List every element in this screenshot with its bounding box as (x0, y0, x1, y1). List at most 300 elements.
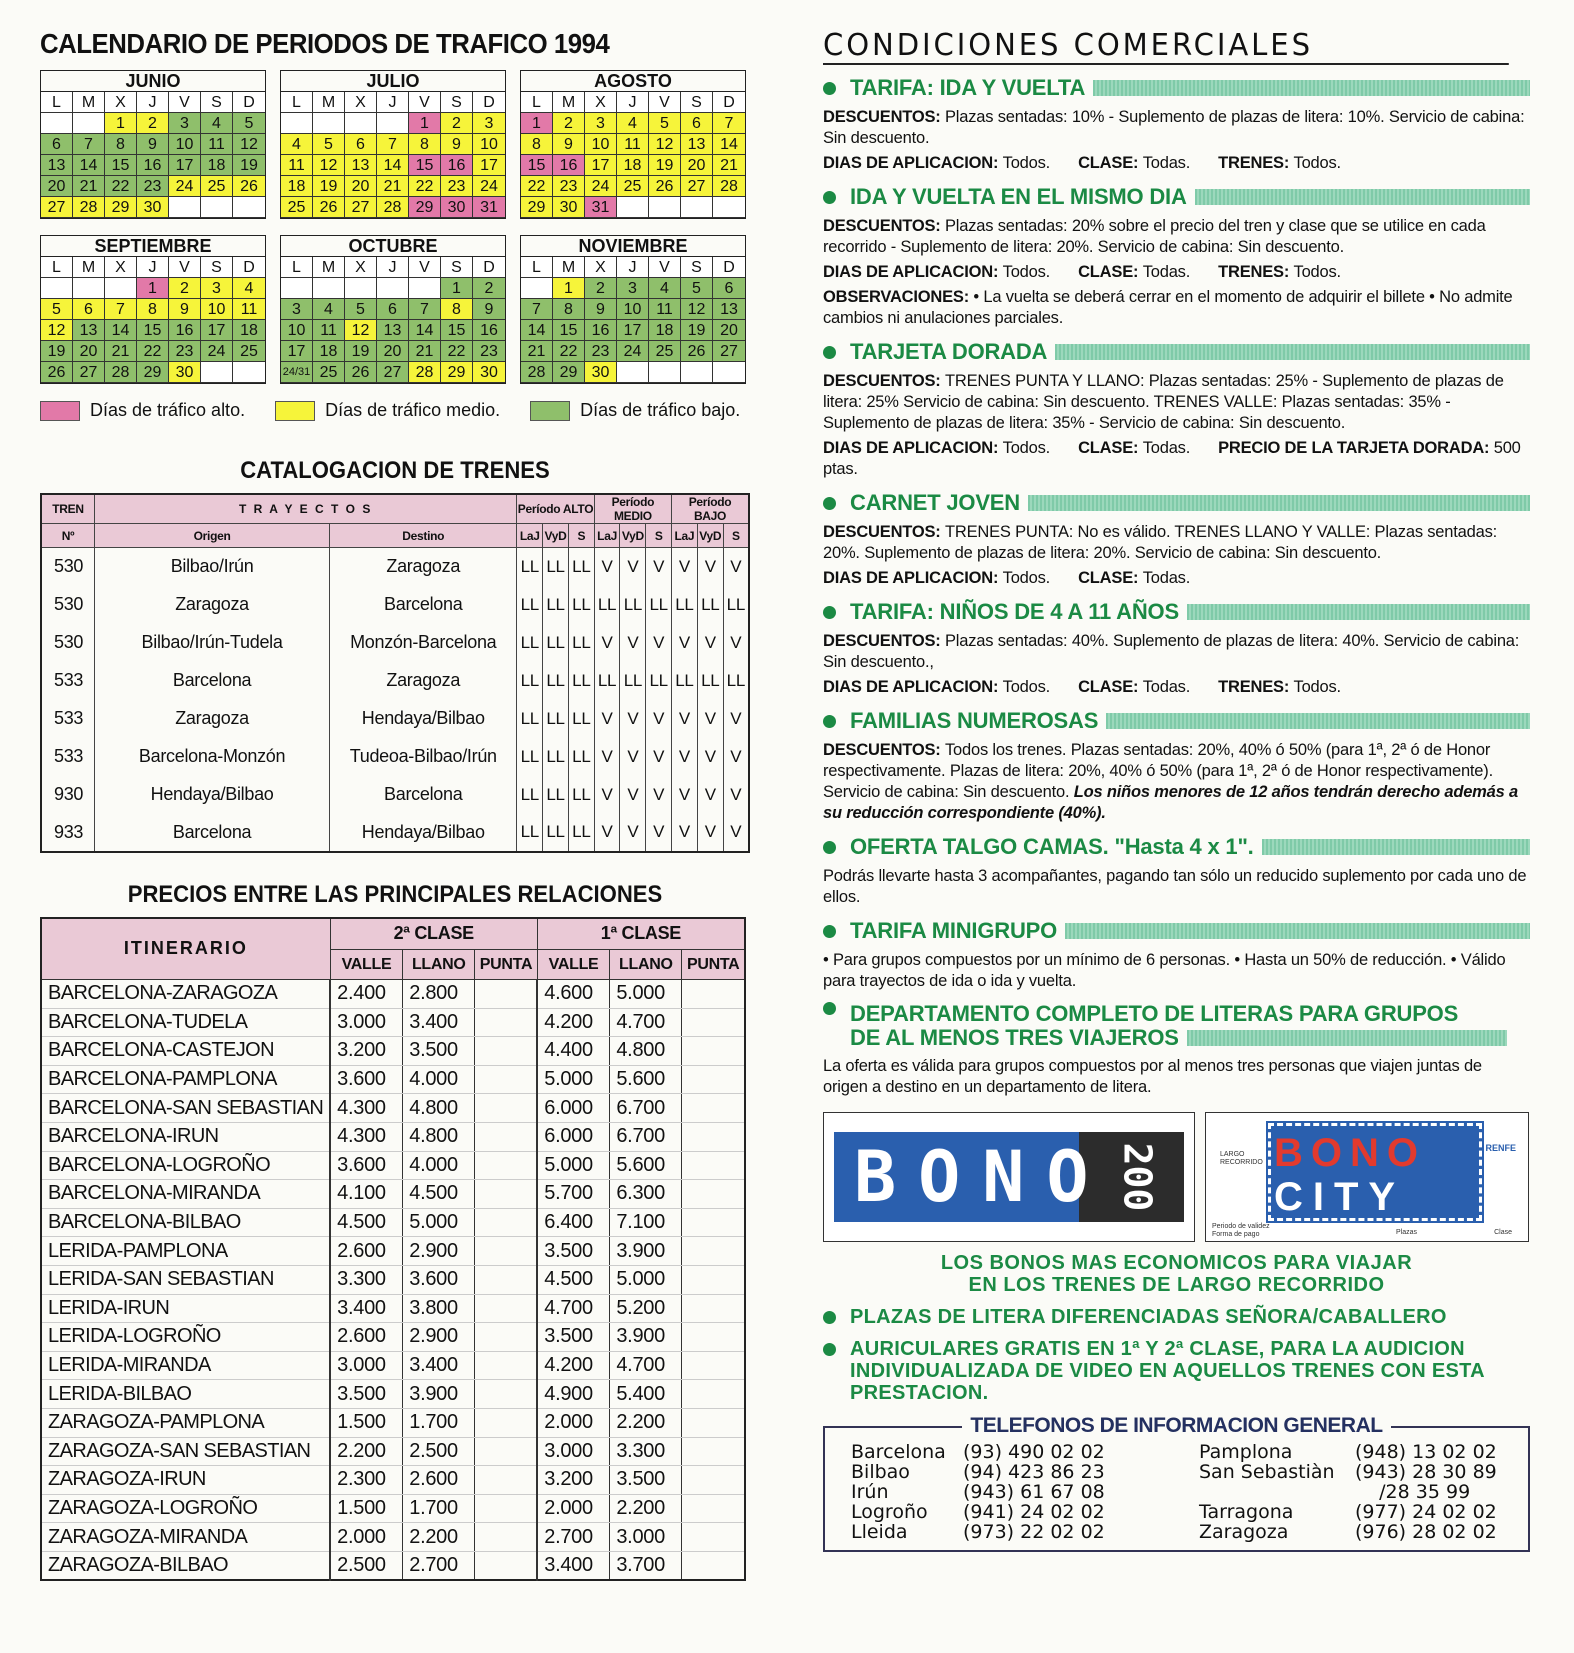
conditions-title: CONDICIONES COMERCIALES (823, 28, 1509, 65)
train-number: 530 (41, 624, 95, 662)
calendar-day: 25 (313, 362, 345, 383)
calendar-day: 6 (345, 134, 377, 155)
catalog-header-trayectos: T R A Y E C T O S (95, 494, 517, 524)
period-value: LL (568, 624, 594, 662)
price-cell: 4.300 (330, 1094, 403, 1123)
calendar-day: 31 (473, 197, 505, 218)
weekday-header: V (409, 92, 441, 113)
period-value: LL (568, 738, 594, 776)
offer-emphasis: Los niños menores de 12 años tendrán derecho además a su reducción correspondiente (40%). (823, 783, 1518, 822)
offer-title: IDA Y VUELTA EN EL MISMO DIA (850, 184, 1187, 209)
price-cell: 1.700 (403, 1408, 475, 1437)
price-cell: 2.900 (403, 1237, 475, 1266)
calendar-day: 29 (137, 362, 169, 383)
calendar-day: 20 (681, 155, 713, 176)
price-cell: 4.200 (537, 1008, 610, 1037)
prices-header-llano-2: LLANO (403, 950, 475, 980)
offer-line (823, 740, 1530, 824)
period-value: V (620, 548, 646, 586)
calendar-day: 2 (585, 278, 617, 299)
price-cell: 5.000 (537, 1065, 610, 1094)
calendar-day: 12 (233, 134, 265, 155)
price-row (41, 1094, 745, 1123)
offer-1 (823, 184, 1530, 329)
calendar-day: 20 (377, 341, 409, 362)
calendar-day: 7 (105, 299, 137, 320)
price-cell: 3.200 (330, 1037, 403, 1066)
price-cell: 2.500 (403, 1437, 475, 1466)
calendar-day: 19 (233, 155, 265, 176)
calendar-day: 5 (313, 134, 345, 155)
calendar-day: 25 (233, 341, 265, 362)
month-name: OCTUBRE (281, 236, 505, 257)
offer-title-row (823, 339, 1530, 365)
catalog-row (41, 700, 749, 738)
price-cell: 6.300 (610, 1180, 682, 1209)
itinerary-name: BARCELONA-ZARAGOZA (41, 980, 330, 1009)
bullet-dot-icon (823, 346, 836, 359)
prices-header-punta-1: PUNTA (682, 950, 745, 980)
offer-label: CLASE: (1078, 439, 1143, 457)
offer-line (823, 631, 1530, 673)
prices-header-clase1: 1ª CLASE (537, 918, 745, 950)
train-number: 933 (41, 814, 95, 852)
price-row (41, 1408, 745, 1437)
weekday-header: M (73, 257, 105, 278)
offer-text: Todos. (1002, 569, 1051, 587)
month-agosto (520, 70, 746, 219)
weekday-header: J (377, 92, 409, 113)
offer-line (823, 568, 1530, 589)
price-cell: 3.500 (330, 1380, 403, 1409)
weekday-header: X (345, 257, 377, 278)
calendar-day: 15 (553, 320, 585, 341)
offer-6 (823, 834, 1530, 908)
itinerary-name: BARCELONA-PAMPLONA (41, 1065, 330, 1094)
weekday-header: M (73, 92, 105, 113)
telefonos-box (823, 1414, 1530, 1552)
price-cell: 1.700 (403, 1494, 475, 1523)
calendar-day: 14 (105, 320, 137, 341)
calendar-day: 22 (105, 176, 137, 197)
price-cell (682, 1180, 745, 1209)
price-cell: 3.000 (330, 1008, 403, 1037)
legend-medio (275, 400, 500, 421)
calendar-day: 18 (233, 320, 265, 341)
price-cell: 2.500 (330, 1551, 403, 1580)
legend-alto (40, 400, 245, 421)
offer-title: TARIFA: IDA Y VUELTA (850, 75, 1086, 100)
price-cell: 2.200 (610, 1494, 682, 1523)
calendar-day: 22 (409, 176, 441, 197)
period-value: V (646, 738, 672, 776)
price-cell: 2.200 (610, 1408, 682, 1437)
weekday-header: V (649, 92, 681, 113)
itinerary-name: LERIDA-PAMPLONA (41, 1237, 330, 1266)
price-cell: 4.500 (330, 1208, 403, 1237)
period-value: LL (543, 624, 569, 662)
bullet-dot-icon (823, 925, 836, 938)
bono-logos (823, 1112, 1530, 1242)
legend-bajo (530, 400, 740, 421)
period-value: V (697, 548, 723, 586)
weekday-header: S (201, 257, 233, 278)
calendar-day: 26 (233, 176, 265, 197)
calendar-day: 3 (201, 278, 233, 299)
weekday-header: D (233, 257, 265, 278)
catalog-row (41, 776, 749, 814)
offer-label: TRENES: (1218, 263, 1294, 281)
calendar-day: 25 (649, 341, 681, 362)
weekday-header: M (313, 257, 345, 278)
calendar-day: 18 (201, 155, 233, 176)
price-cell (682, 1122, 745, 1151)
offer-title-row (823, 184, 1530, 210)
calendar-day: 4 (649, 278, 681, 299)
prices-table (40, 917, 746, 1581)
calendar-day: 27 (345, 197, 377, 218)
price-row (41, 1523, 745, 1552)
price-cell (475, 1237, 538, 1266)
price-cell: 3.400 (537, 1551, 610, 1580)
calendar-day: 30 (441, 197, 473, 218)
weekday-header: X (345, 92, 377, 113)
price-row (41, 1008, 745, 1037)
price-cell (682, 1551, 745, 1580)
price-cell (682, 1323, 745, 1352)
price-cell: 5.200 (610, 1294, 682, 1323)
calendar-day: 25 (201, 176, 233, 197)
calendar-day: 3 (617, 278, 649, 299)
telefonos-numbers-1: (93) 490 02 02 (94) 423 86 23 (943) 61 67 08 (941) 24 02 02 (973) 22 02 02 (963, 1441, 1105, 1543)
calendar-day: 27 (41, 197, 73, 218)
weekday-header: D (473, 257, 505, 278)
calendar-day: 1 (553, 278, 585, 299)
weekday-header: D (473, 92, 505, 113)
bullet-dot-icon (823, 606, 836, 619)
calendar-day (617, 197, 649, 218)
calendar-day: 7 (409, 299, 441, 320)
period-value: LL (697, 586, 723, 624)
itinerary-name: ZARAGOZA-SAN SEBASTIAN (41, 1437, 330, 1466)
weekday-header: L (281, 92, 313, 113)
offer-text: Todas. (1142, 678, 1191, 696)
price-cell (475, 1408, 538, 1437)
offer-text: Todos. (1002, 154, 1051, 172)
title-bar (1055, 344, 1530, 360)
calendar-day: 17 (585, 155, 617, 176)
calendar-day: 3 (585, 113, 617, 134)
calendar-day: 21 (713, 155, 745, 176)
period-value: LL (568, 776, 594, 814)
catalog-row (41, 586, 749, 624)
legend-swatch-bajo (530, 401, 570, 421)
weekday-header: L (41, 257, 73, 278)
calendar-day: 15 (137, 320, 169, 341)
calendar-day: 13 (345, 155, 377, 176)
price-cell: 2.900 (403, 1323, 475, 1352)
offer-label: DESCUENTOS: (823, 217, 945, 235)
period-value: LL (543, 776, 569, 814)
period-value: V (672, 814, 698, 852)
period-value: V (723, 700, 749, 738)
period-value: V (594, 814, 620, 852)
price-row (41, 1151, 745, 1180)
price-cell: 3.600 (330, 1151, 403, 1180)
weekday-header: L (41, 92, 73, 113)
calendar-day: 12 (41, 320, 73, 341)
calendar-day: 21 (521, 341, 553, 362)
calendar-day: 2 (441, 113, 473, 134)
price-cell: 4.800 (403, 1122, 475, 1151)
offer-label: DESCUENTOS: (823, 523, 945, 541)
period-value: V (620, 624, 646, 662)
calendar-day (649, 197, 681, 218)
train-origin: Zaragoza (95, 700, 330, 738)
catalog-subheader: LaJ (672, 524, 698, 548)
calendar-day: 1 (137, 278, 169, 299)
price-cell: 3.900 (610, 1323, 682, 1352)
calendar-day: 8 (441, 299, 473, 320)
offer-line (823, 950, 1530, 992)
calendar-title: CALENDARIO DE PERIODOS DE TRAFICO 1994 (40, 28, 610, 59)
calendar-day: 22 (137, 341, 169, 362)
offer-2 (823, 339, 1530, 480)
offer-label: DESCUENTOS: (823, 108, 945, 126)
calendar-day: 28 (105, 362, 137, 383)
calendar-day: 13 (73, 320, 105, 341)
offer-text: Plazas sentadas: 20% sobre el precio del tren y clase que se utilice en cada recorrido - Suplemento de litera: 20%. Servicio de cabina: Sin descuento. (823, 217, 1486, 256)
price-cell: 2.200 (330, 1437, 403, 1466)
calendar-day: 16 (585, 320, 617, 341)
offer-title: CARNET JOVEN (850, 490, 1020, 515)
period-value: LL (568, 662, 594, 700)
price-cell: 7.100 (610, 1208, 682, 1237)
price-row (41, 1237, 745, 1266)
price-cell: 5.600 (610, 1151, 682, 1180)
price-row (41, 1380, 745, 1409)
itinerary-name: ZARAGOZA-PAMPLONA (41, 1408, 330, 1437)
offer-3 (823, 490, 1530, 589)
offer-text: Podrás llevarte hasta 3 acompañantes, pagando tan sólo un reducido suplemento por cada uno de ellos. (823, 867, 1527, 906)
price-cell (475, 1294, 538, 1323)
price-cell: 1.500 (330, 1494, 403, 1523)
offer-title-line2 (850, 1026, 1507, 1050)
train-number: 530 (41, 548, 95, 586)
calendar-day: 17 (473, 155, 505, 176)
offer-label: CLASE: (1078, 569, 1143, 587)
catalog-subheader: VyD (543, 524, 569, 548)
calendar-day (681, 197, 713, 218)
period-value: LL (517, 548, 543, 586)
price-cell: 3.200 (537, 1466, 610, 1495)
offer-line (823, 522, 1530, 564)
price-cell (682, 1037, 745, 1066)
itinerary-name: BARCELONA-IRUN (41, 1122, 330, 1151)
offer-text: Todos. (1002, 678, 1051, 696)
calendar-day: 30 (473, 362, 505, 383)
bonocity-logo (1205, 1112, 1529, 1242)
period-value: V (672, 548, 698, 586)
calendar-day: 25 (281, 197, 313, 218)
calendar-day: 5 (681, 278, 713, 299)
itinerary-name: LERIDA-IRUN (41, 1294, 330, 1323)
offer-title: TARIFA MINIGRUPO (850, 918, 1058, 943)
calendar-day (73, 113, 105, 134)
period-value: V (620, 814, 646, 852)
period-value: V (672, 624, 698, 662)
period-value: V (594, 738, 620, 776)
price-cell: 5.000 (403, 1208, 475, 1237)
largo-recorrido-label: LARGO RECORRIDO (1220, 1151, 1263, 1166)
bonocity-bottom: CITY (1274, 1175, 1406, 1219)
price-row (41, 1351, 745, 1380)
offer-8 (823, 1002, 1530, 1098)
period-value: LL (543, 548, 569, 586)
price-cell: 3.600 (330, 1065, 403, 1094)
price-cell: 5.600 (610, 1065, 682, 1094)
weekday-header: J (377, 257, 409, 278)
price-cell: 3.800 (403, 1294, 475, 1323)
itinerary-name: ZARAGOZA-MIRANDA (41, 1523, 330, 1552)
price-cell: 2.700 (537, 1523, 610, 1552)
calendar-day: 5 (41, 299, 73, 320)
price-cell: 2.200 (403, 1523, 475, 1552)
catalog-subheader: LaJ (517, 524, 543, 548)
itinerary-name: LERIDA-SAN SEBASTIAN (41, 1265, 330, 1294)
calendar-day: 22 (553, 341, 585, 362)
forma-label: Forma de pago (1212, 1231, 1260, 1238)
offer-title-row (823, 834, 1530, 860)
offer-text: Plazas sentadas: 10% - Suplemento de plazas de litera: 10%. Servicio de cabina: Sin descuento. (823, 108, 1525, 147)
period-value: LL (594, 586, 620, 624)
calendar-day: 29 (521, 197, 553, 218)
price-cell: 3.400 (403, 1008, 475, 1037)
period-value: V (723, 624, 749, 662)
catalog-subheader: S (646, 524, 672, 548)
calendar-day: 14 (409, 320, 441, 341)
offer-label: DIAS DE APLICACION: (823, 439, 1003, 457)
period-value: LL (517, 738, 543, 776)
weekday-header: S (681, 257, 713, 278)
weekday-header: S (681, 92, 713, 113)
period-value: V (594, 624, 620, 662)
offer-label: TRENES: (1218, 678, 1294, 696)
month-name: NOVIEMBRE (521, 236, 745, 257)
calendar-day: 28 (713, 176, 745, 197)
calendar-day (649, 362, 681, 383)
period-value: LL (543, 662, 569, 700)
price-row (41, 980, 745, 1009)
telefonos-title: TELEFONOS DE INFORMACION GENERAL (962, 1414, 1390, 1437)
legend-swatch-alto (40, 401, 80, 421)
weekday-header: S (441, 257, 473, 278)
calendar-day: 14 (521, 320, 553, 341)
calendar-day: 9 (473, 299, 505, 320)
period-value: V (697, 700, 723, 738)
offer-line (823, 107, 1530, 149)
price-cell (475, 1008, 538, 1037)
bullet-dot-icon (823, 1311, 836, 1324)
price-cell (475, 1351, 538, 1380)
train-destination: Monzón-Barcelona (330, 624, 517, 662)
offer-line (823, 153, 1530, 174)
period-value: V (723, 776, 749, 814)
calendar-day: 21 (377, 176, 409, 197)
period-value: LL (672, 662, 698, 700)
calendar-day: 28 (409, 362, 441, 383)
catalog-table (40, 493, 750, 853)
weekday-header: V (169, 92, 201, 113)
bonocity-top: BONO (1274, 1131, 1426, 1175)
calendar-day: 27 (713, 341, 745, 362)
calendar-day (201, 197, 233, 218)
period-value: V (646, 700, 672, 738)
calendar-day: 27 (377, 362, 409, 383)
calendar-day: 4 (201, 113, 233, 134)
price-cell: 5.000 (537, 1151, 610, 1180)
calendar-day: 24 (169, 176, 201, 197)
calendar-day: 9 (169, 299, 201, 320)
calendar-day: 15 (409, 155, 441, 176)
period-value: LL (620, 586, 646, 624)
legend-swatch-medio (275, 401, 315, 421)
calendar-day: 20 (41, 176, 73, 197)
price-row (41, 1466, 745, 1495)
price-cell: 3.500 (537, 1237, 610, 1266)
price-cell (475, 1437, 538, 1466)
price-cell (682, 1237, 745, 1266)
period-value: V (672, 700, 698, 738)
offer-title-block (850, 1002, 1507, 1050)
price-row (41, 1294, 745, 1323)
calendar-day: 2 (137, 113, 169, 134)
month-grid (281, 92, 505, 218)
price-cell (682, 1208, 745, 1237)
calendar-day: 15 (521, 155, 553, 176)
offer-title: OFERTA TALGO CAMAS. "Hasta 4 x 1". (850, 834, 1254, 859)
calendar-day: 8 (409, 134, 441, 155)
calendar-day: 9 (441, 134, 473, 155)
prices-title: PRECIOS ENTRE LAS PRINCIPALES RELACIONES (127, 880, 663, 908)
offer-line (823, 438, 1530, 480)
month-name: AGOSTO (521, 71, 745, 92)
offer-text: La oferta es válida para grupos compuestos por al menos tres personas que viajen juntas de origen a destino en un departamento de litera. (823, 1057, 1482, 1096)
month-junio (40, 70, 266, 219)
month-grid (281, 257, 505, 383)
offers-list (823, 75, 1530, 1098)
catalog-row (41, 662, 749, 700)
catalog-header-origen: Origen (95, 524, 330, 548)
prices-header-valle-2: VALLE (330, 950, 403, 980)
offer-text: Todos. (1293, 263, 1341, 281)
price-cell: 3.900 (610, 1237, 682, 1266)
calendar-day: 8 (105, 134, 137, 155)
catalog-row (41, 548, 749, 586)
calendar-day: 8 (521, 134, 553, 155)
period-value: V (723, 814, 749, 852)
period-value: LL (543, 586, 569, 624)
weekday-header: D (233, 92, 265, 113)
plazas-label: Plazas (1396, 1229, 1418, 1236)
calendar-day: 7 (521, 299, 553, 320)
catalog-row (41, 814, 749, 852)
train-destination: Hendaya/Bilbao (330, 814, 517, 852)
period-value: V (697, 738, 723, 776)
period-value: V (672, 776, 698, 814)
calendar-day: 14 (377, 155, 409, 176)
calendar-day: 24/31 (281, 362, 313, 383)
